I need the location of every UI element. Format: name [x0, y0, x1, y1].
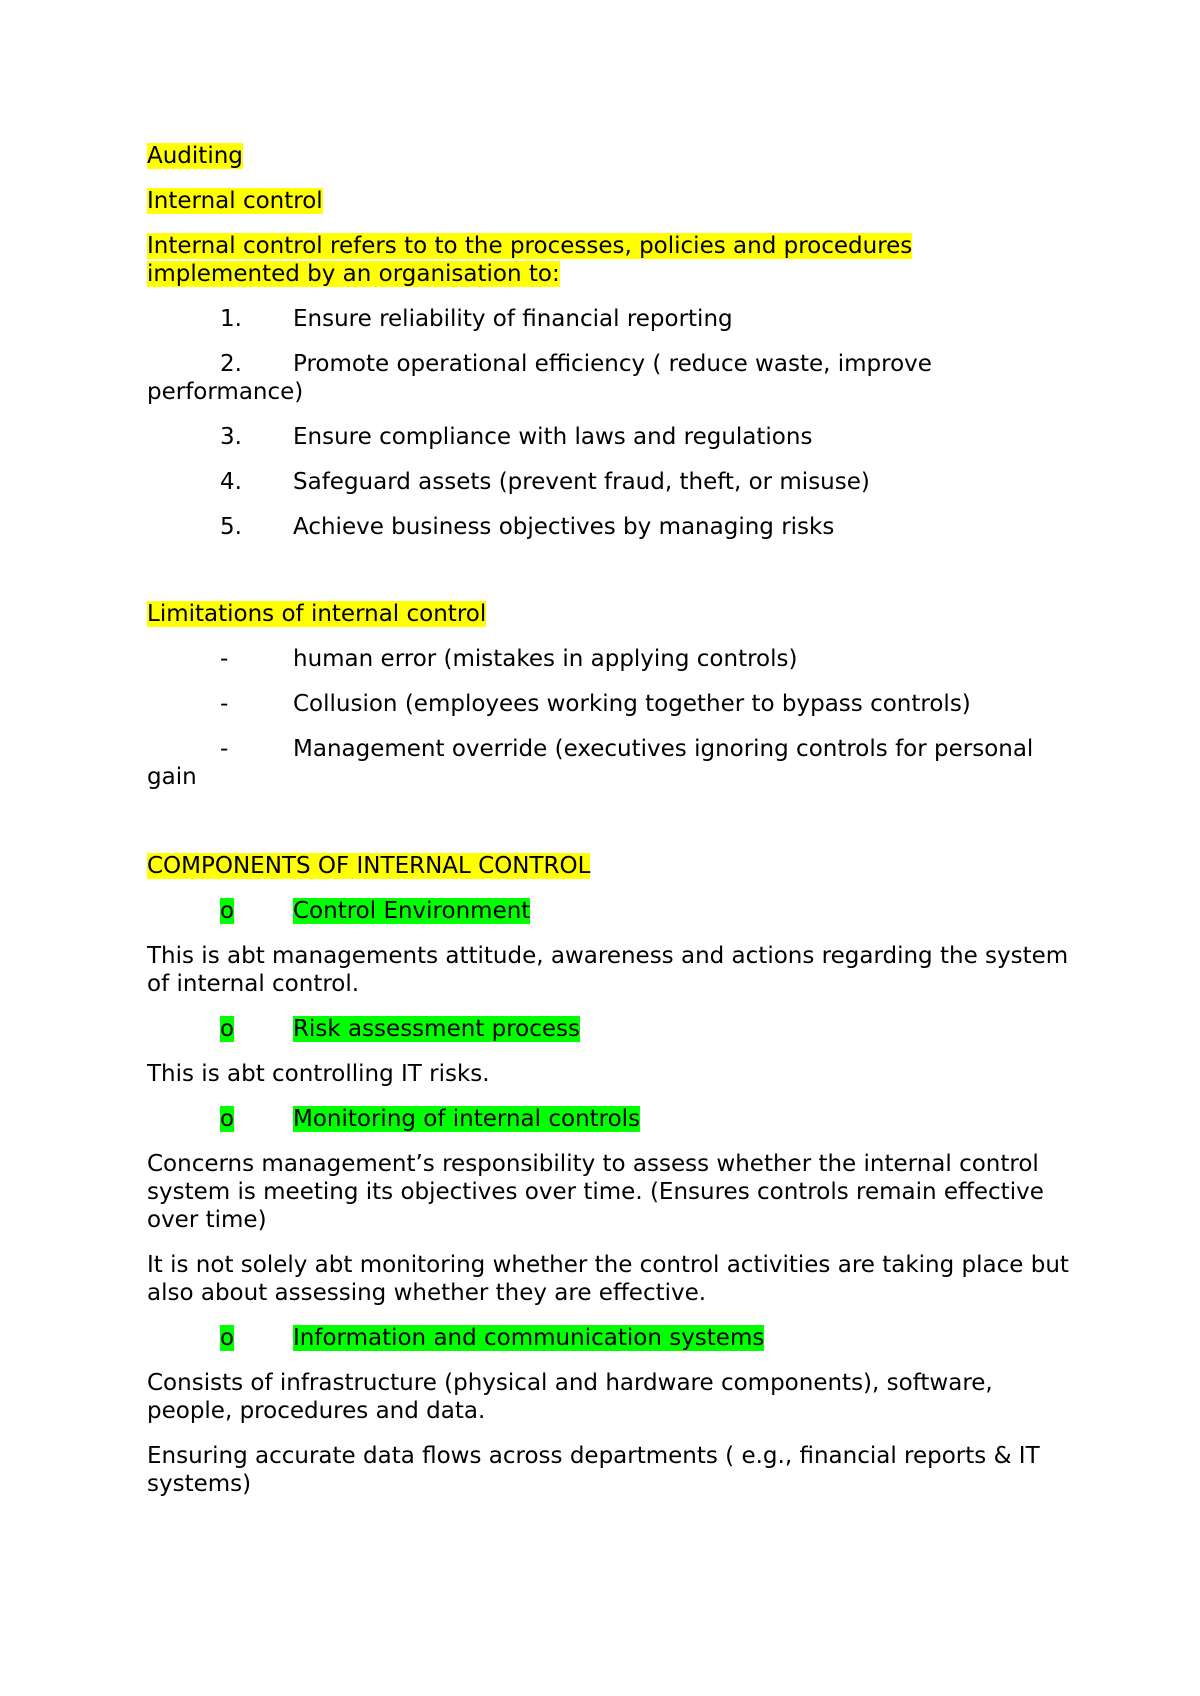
circle-bullet-icon: o	[220, 1325, 235, 1351]
circle-bullet-icon: o	[220, 1106, 235, 1132]
list-item-text: Achieve business objectives by managing risks	[293, 514, 835, 540]
list-item	[147, 513, 1070, 541]
list-item	[147, 423, 1070, 451]
list-item	[147, 305, 1070, 333]
list-item	[147, 645, 1070, 673]
circle-bullet-icon: o	[220, 1016, 235, 1042]
list-item-text: Ensure reliability of financial reporting	[293, 306, 733, 332]
list-number: 1.	[220, 306, 242, 332]
list-item	[147, 350, 1070, 406]
spacer	[147, 808, 1070, 852]
list-item	[147, 735, 1070, 791]
list-item	[147, 690, 1070, 718]
component-name: Information and communication systems	[293, 1325, 765, 1351]
document-title: Auditing	[147, 143, 243, 169]
circle-bullet-icon: o	[220, 898, 235, 924]
component-name: Control Environment	[293, 898, 531, 924]
list-item-text: Safeguard assets (prevent fraud, theft, or misuse)	[293, 469, 870, 495]
component-name: Monitoring of internal controls	[293, 1106, 641, 1132]
component-description: Ensuring accurate data flows across departments ( e.g., financial reports & IT systems)	[147, 1443, 1040, 1497]
component-description: Concerns management’s responsibility to assess whether the internal control system is meeting its objectives over time. (Ensures controls remain effective over time)	[147, 1151, 1044, 1233]
list-number: 2.	[220, 351, 242, 377]
list-number: 3.	[220, 424, 242, 450]
component-description: This is abt managements attitude, awareness and actions regarding the system of internal control.	[147, 943, 1069, 997]
component-description: Consists of infrastructure (physical and hardware components), software, people, procedures and data.	[147, 1370, 993, 1424]
section-heading-internal-control: Internal control	[147, 188, 323, 214]
internal-control-definition: Internal control refers to to the processes, policies and procedures implemented by an organisation to:	[147, 233, 913, 287]
component-heading-control-environment	[147, 897, 1070, 925]
component-description: It is not solely abt monitoring whether the control activities are taking place but also about assessing whether they are effective.	[147, 1252, 1069, 1306]
list-item-text: Collusion (employees working together to bypass controls)	[293, 691, 971, 717]
limitations-list	[147, 645, 1070, 791]
dash-bullet: -	[220, 646, 229, 672]
component-heading-monitoring	[147, 1105, 1070, 1133]
list-item-text: Ensure compliance with laws and regulations	[293, 424, 813, 450]
spacer	[147, 558, 1070, 600]
list-number: 5.	[220, 514, 242, 540]
component-heading-information-systems	[147, 1324, 1070, 1352]
list-number: 4.	[220, 469, 242, 495]
list-item	[147, 468, 1070, 496]
list-item-text: Promote operational efficiency ( reduce waste, improve performance)	[147, 351, 932, 405]
list-item-text: human error (mistakes in applying controls)	[293, 646, 798, 672]
list-item-text: Management override (executives ignoring controls for personal gain	[147, 736, 1034, 790]
dash-bullet: -	[220, 736, 229, 762]
component-name: Risk assessment process	[293, 1016, 581, 1042]
objectives-list	[147, 305, 1070, 541]
section-heading-limitations: Limitations of internal control	[147, 601, 487, 627]
component-description: This is abt controlling IT risks.	[147, 1061, 490, 1087]
component-heading-risk-assessment	[147, 1015, 1070, 1043]
section-heading-components: COMPONENTS OF INTERNAL CONTROL	[147, 853, 591, 879]
dash-bullet: -	[220, 691, 229, 717]
